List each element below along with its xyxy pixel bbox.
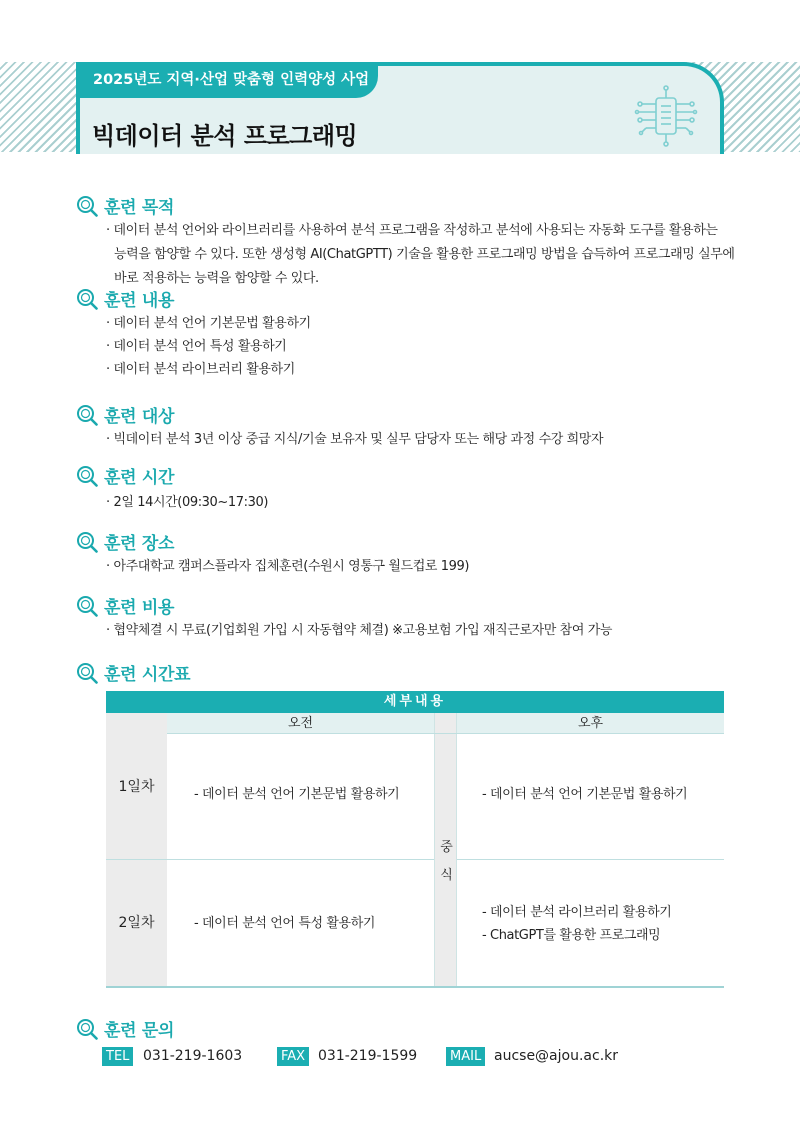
magnifier-icon	[76, 662, 98, 684]
content-item: · 데이터 분석 언어 기본문법 활용하기	[106, 316, 311, 331]
timetable-am-header: 오전	[167, 713, 434, 734]
table-divider	[167, 733, 724, 734]
table-divider	[457, 859, 724, 860]
timetable-pm-header: 오후	[457, 713, 724, 734]
schedule-item: - 데이터 분석 언어 기본문법 활용하기	[194, 787, 400, 802]
schedule-item: - 데이터 분석 언어 특성 활용하기	[194, 916, 376, 931]
magnifier-icon	[76, 465, 98, 487]
section-title-content: 훈련 내용	[104, 291, 175, 311]
section-title-purpose: 훈련 목적	[104, 198, 175, 218]
fax-number: 031-219-1599	[318, 1048, 418, 1064]
magnifier-icon	[76, 404, 98, 426]
magnifier-icon	[76, 1018, 98, 1040]
mail-label: MAIL	[446, 1047, 485, 1066]
purpose-line: 바로 적용하는 능력을 함양할 수 있다.	[114, 271, 319, 286]
day-label: 1일차	[118, 779, 155, 795]
section-title-cost: 훈련 비용	[104, 598, 175, 618]
time-text: · 2일 14시간(09:30~17:30)	[106, 495, 269, 510]
schedule-item: - 데이터 분석 언어 기본문법 활용하기	[482, 787, 688, 802]
place-text: · 아주대학교 캠퍼스플라자 집체훈련(수원시 영통구 월드컵로 199)	[106, 559, 470, 574]
timetable-break-column	[434, 713, 457, 987]
break-char: 식	[440, 868, 453, 883]
cost-text: · 협약체결 시 무료(기업회원 가입 시 자동협약 체결) ※고용보험 가입 재직근로자만 참여 가능	[106, 623, 613, 638]
fax-label: FAX	[277, 1047, 309, 1066]
content-item: · 데이터 분석 언어 특성 활용하기	[106, 339, 287, 354]
purpose-line: 능력을 함양할 수 있다. 또한 생성형 AI(ChatGPTT) 기술을 활용한 프로그래밍 방법을 습득하여 프로그래밍 실무에	[114, 247, 735, 262]
section-title-inquiry: 훈련 문의	[104, 1021, 175, 1041]
page-title: 빅데이터 분석 프로그래밍	[92, 122, 358, 150]
magnifier-icon	[76, 595, 98, 617]
circuit-chip-icon	[634, 84, 698, 148]
section-title-time: 훈련 시간	[104, 468, 175, 488]
magnifier-icon	[76, 195, 98, 217]
day-label: 2일차	[118, 915, 155, 931]
section-title-place: 훈련 장소	[104, 534, 175, 554]
table-divider	[106, 859, 434, 860]
magnifier-icon	[76, 531, 98, 553]
tel-label: TEL	[102, 1047, 133, 1066]
mail-address[interactable]: aucse@ajou.ac.kr	[494, 1048, 619, 1064]
tel-number[interactable]: 031-219-1603	[143, 1048, 243, 1064]
schedule-item: - ChatGPT를 활용한 프로그래밍	[482, 928, 661, 943]
purpose-line: · 데이터 분석 언어와 라이브러리를 사용하여 분석 프로그램을 작성하고 분석에 사용되는 자동화 도구를 활용하는	[106, 223, 718, 238]
schedule-item: - 데이터 분석 라이브러리 활용하기	[482, 905, 672, 920]
table-bottom-border	[106, 986, 724, 988]
timetable-day-column	[106, 713, 167, 987]
program-tag: 2025년도 지역·산업 맞춤형 인력양성 사업	[76, 62, 378, 98]
content-item: · 데이터 분석 라이브러리 활용하기	[106, 362, 295, 377]
break-char: 중	[440, 840, 453, 855]
section-title-target: 훈련 대상	[104, 407, 175, 427]
magnifier-icon	[76, 288, 98, 310]
target-text: · 빅데이터 분석 3년 이상 중급 지식/기술 보유자 및 실무 담당자 또는 해당 과정 수강 희망자	[106, 432, 604, 447]
section-title-schedule: 훈련 시간표	[104, 665, 191, 685]
timetable-header: 세부내용	[106, 691, 724, 713]
